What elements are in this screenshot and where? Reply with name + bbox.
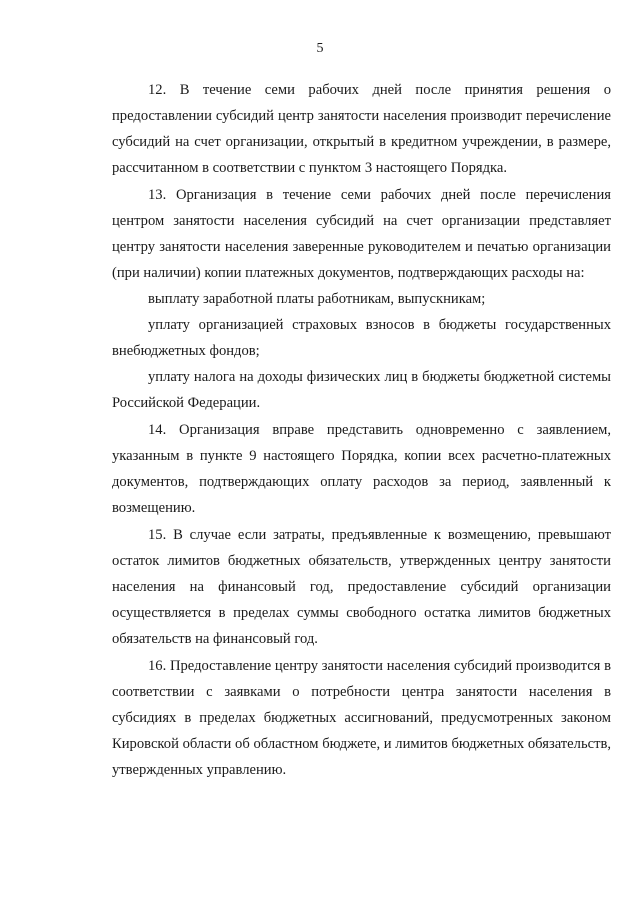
paragraph-16: 16. Предоставление центру занятости населения субсидий производится в соответствии с заявками о потребности центра занятости населения в субсидиях в пределах бюджетных ассигнований, предусмотренных законом Кировской области об областном бюджете, и лимитов бюджетных обязательств, утвержденных управлению.	[112, 658, 611, 778]
list-item-income-tax: уплату налога на доходы физических лиц в бюджеты бюджетной системы Российской Федерации.	[112, 369, 611, 411]
page-number: 5	[316, 41, 324, 56]
list-item-insurance: уплату организацией страховых взносов в бюджеты государственных внебюджетных фондов;	[112, 317, 611, 359]
list-item-salary: выплату заработной платы работникам, выпускникам;	[148, 291, 486, 307]
paragraph-13: 13. Организация в течение семи рабочих дней после перечисления центром занятости населения субсидий на счет организации представляет центру занятости населения заверенные руководителем и печатью организации (при наличии) копии платежных документов, подтверждающих расходы на:	[112, 187, 611, 281]
paragraph-15: 15. В случае если затраты, предъявленные к возмещению, превышают остаток лимитов бюджетных обязательств, утвержденных центру занятости населения на финансовый год, предоставление субсидий организации осуществляется в пределах суммы свободного остатка лимитов бюджетных обязательств на финансовый год.	[112, 527, 611, 647]
document-body	[112, 77, 611, 783]
paragraph-12: 12. В течение семи рабочих дней после принятия решения о предоставлении субсидий центр занятости населения производит перечисление субсидий на счет организации, открытый в кредитном учреждении, в размере, рассчитанном в соответствии с пунктом 3 настоящего Порядка.	[112, 82, 611, 176]
paragraph-14: 14. Организация вправе представить одновременно с заявлением, указанным в пункте 9 настоящего Порядка, копии всех расчетно-платежных документов, подтверждающих оплату расходов за период, заявленный к возмещению.	[112, 422, 611, 516]
